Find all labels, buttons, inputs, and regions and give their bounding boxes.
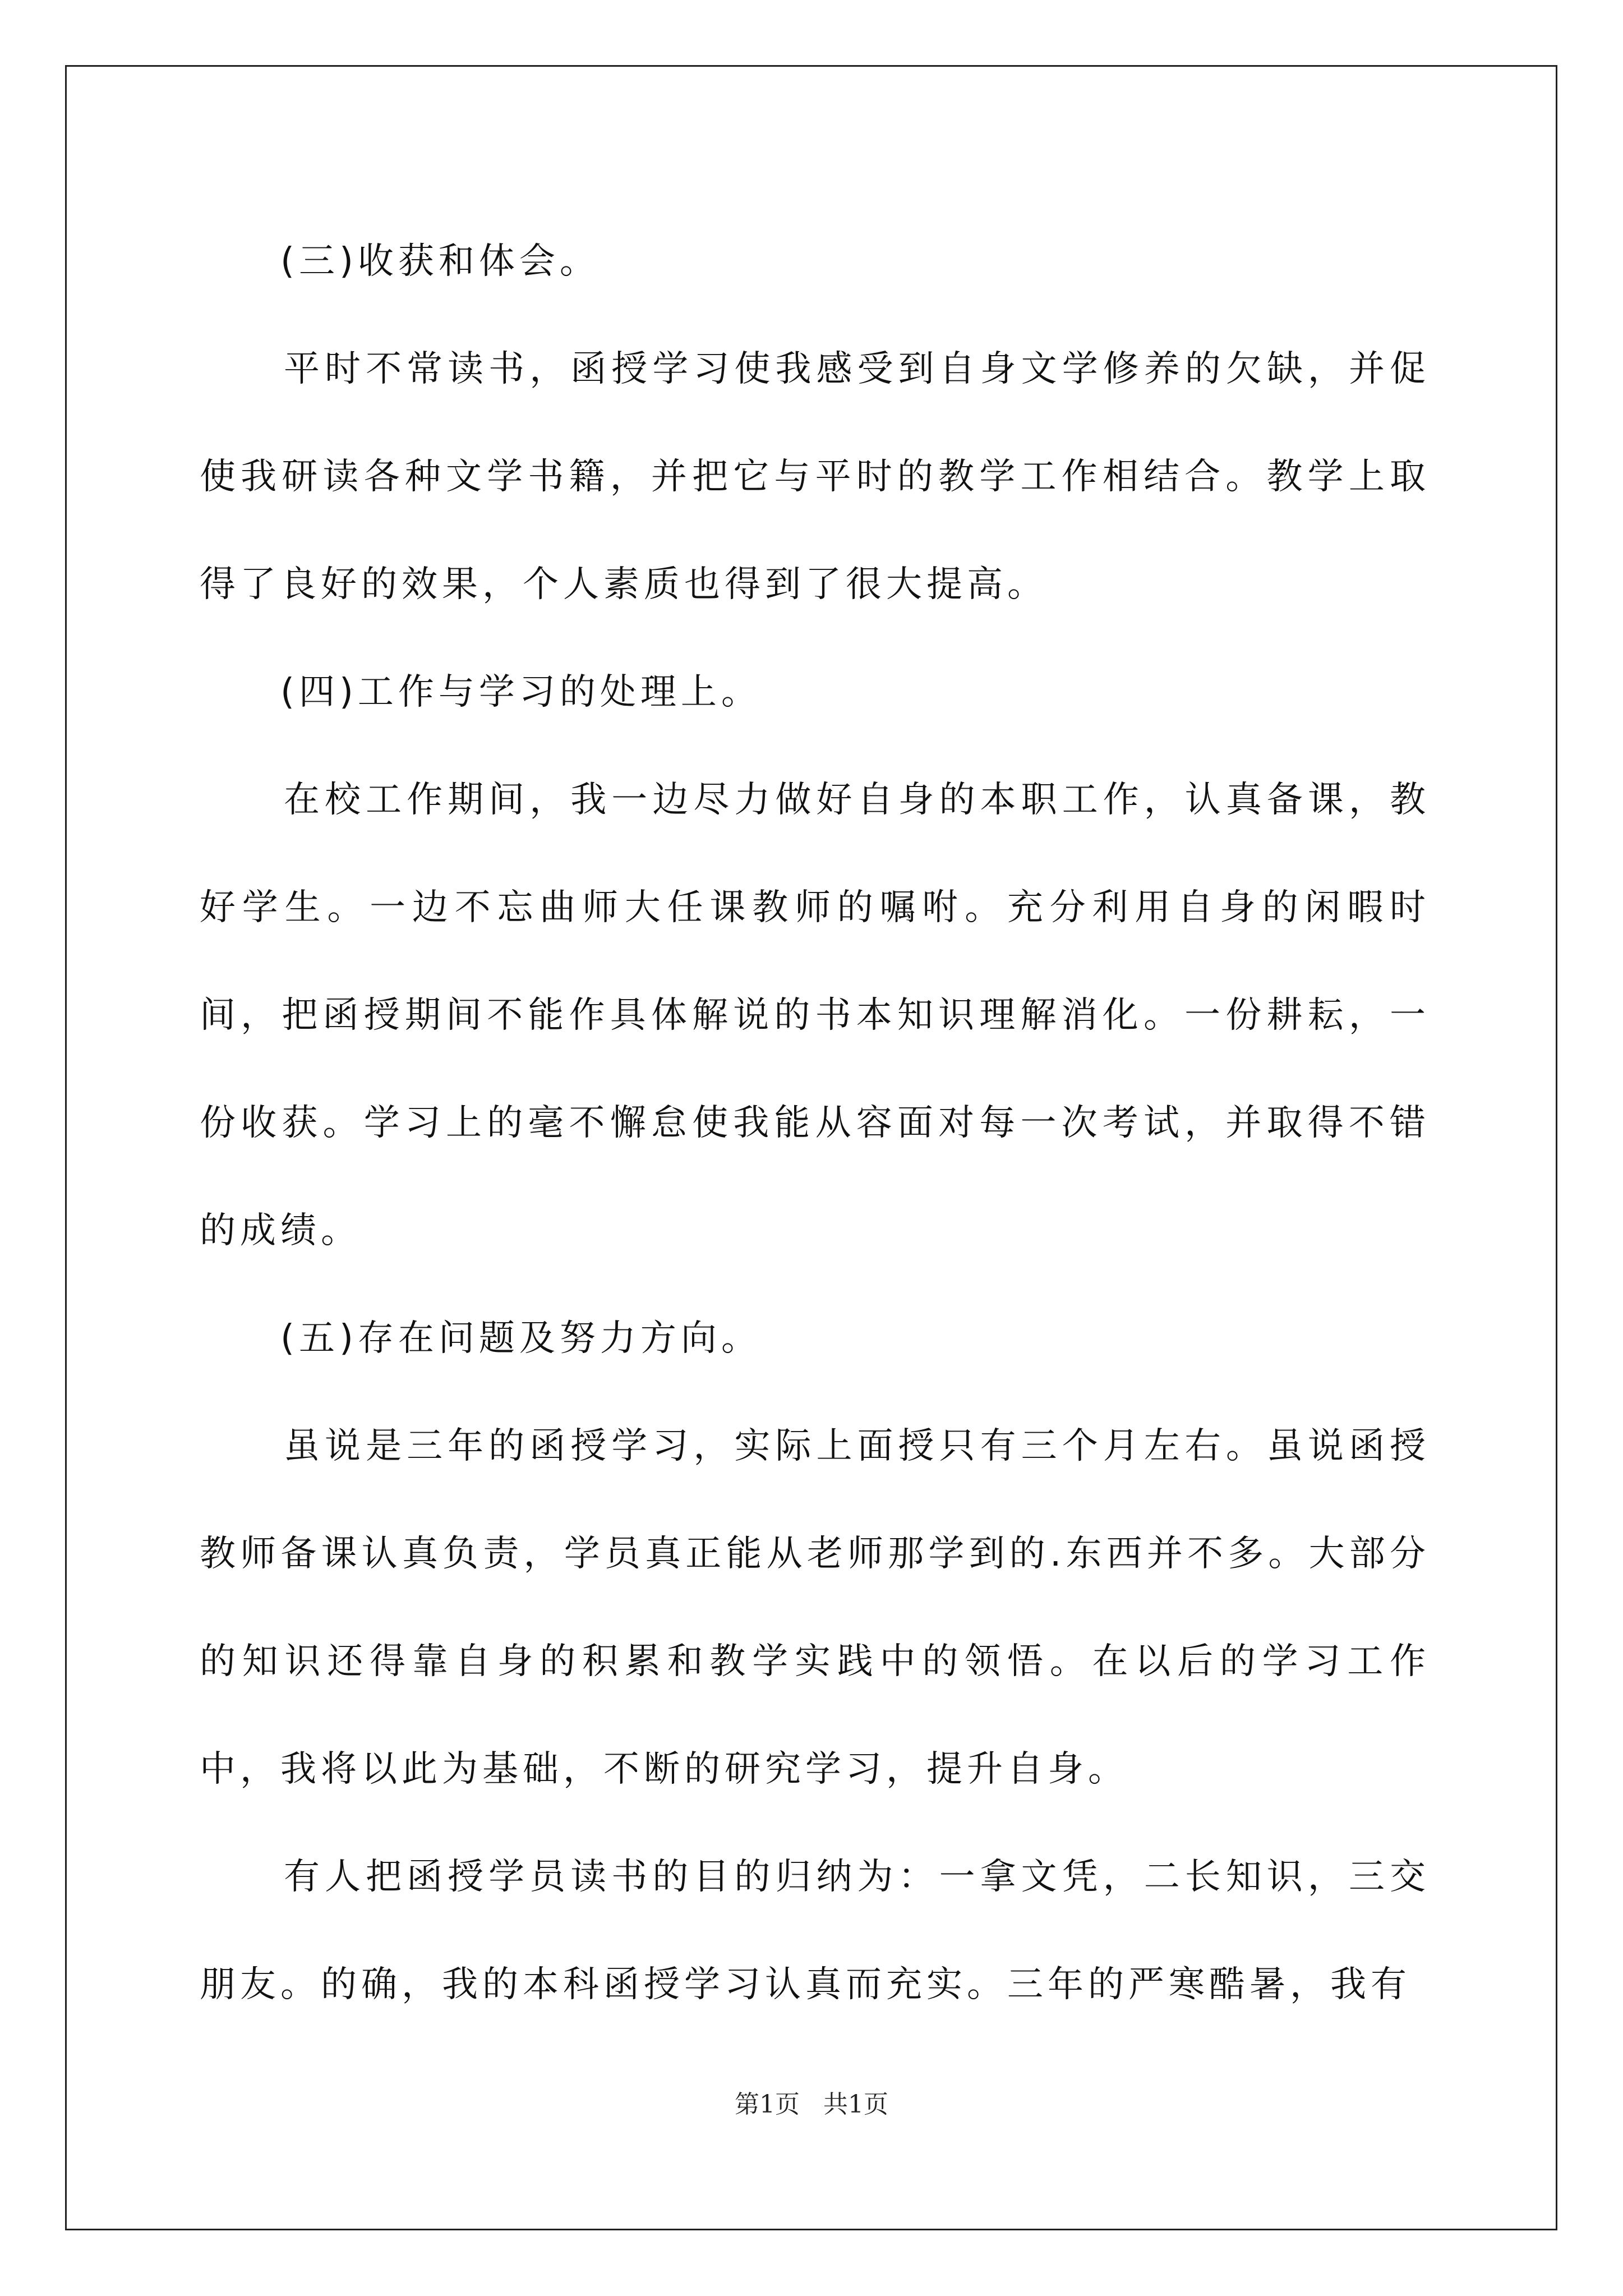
section-heading-3: (三)收获和体会。 bbox=[280, 241, 600, 282]
paragraph-purpose: 有人把函授学员读书的目的归纳为：一拿文凭，二长知识，三交朋友。的确，我的本科函授学习认真而充实。三年的严寒酷暑，我有 bbox=[200, 1856, 1430, 2005]
document-body bbox=[200, 208, 1430, 2039]
section-heading-5: (五)存在问题及努力方向。 bbox=[280, 1318, 762, 1359]
page-number-footer: 第1页 共1页 bbox=[735, 2090, 888, 2119]
paragraph-work-study: 在校工作期间，我一边尽力做好自身的本职工作，认真备课，教好学生。一边不忘曲师大任课教师的嘱咐。充分利用自身的闲暇时间，把函授期间不能作具体解说的书本知识理解消化。一份耕耘，一份收获。学习上的毫不懈怠使我能从容面对每一次考试，并取得不错的成绩。 bbox=[200, 779, 1430, 1251]
section-heading-4: (四)工作与学习的处理上。 bbox=[280, 671, 762, 713]
paragraph-gains: 平时不常读书，函授学习使我感受到自身文学修养的欠缺，并促使我研读各种文学书籍，并把它与平时的教学工作相结合。教学上取得了良好的效果，个人素质也得到了很大提高。 bbox=[200, 348, 1430, 605]
paragraph-problems: 虽说是三年的函授学习，实际上面授只有三个月左右。虽说函授教师备课认真负责，学员真正能从老师那学到的.东西并不多。大部分的知识还得靠自身的积累和教学实践中的领悟。在以后的学习工作中，我将以此为基础，不断的研究学习，提升自身。 bbox=[200, 1425, 1430, 1790]
